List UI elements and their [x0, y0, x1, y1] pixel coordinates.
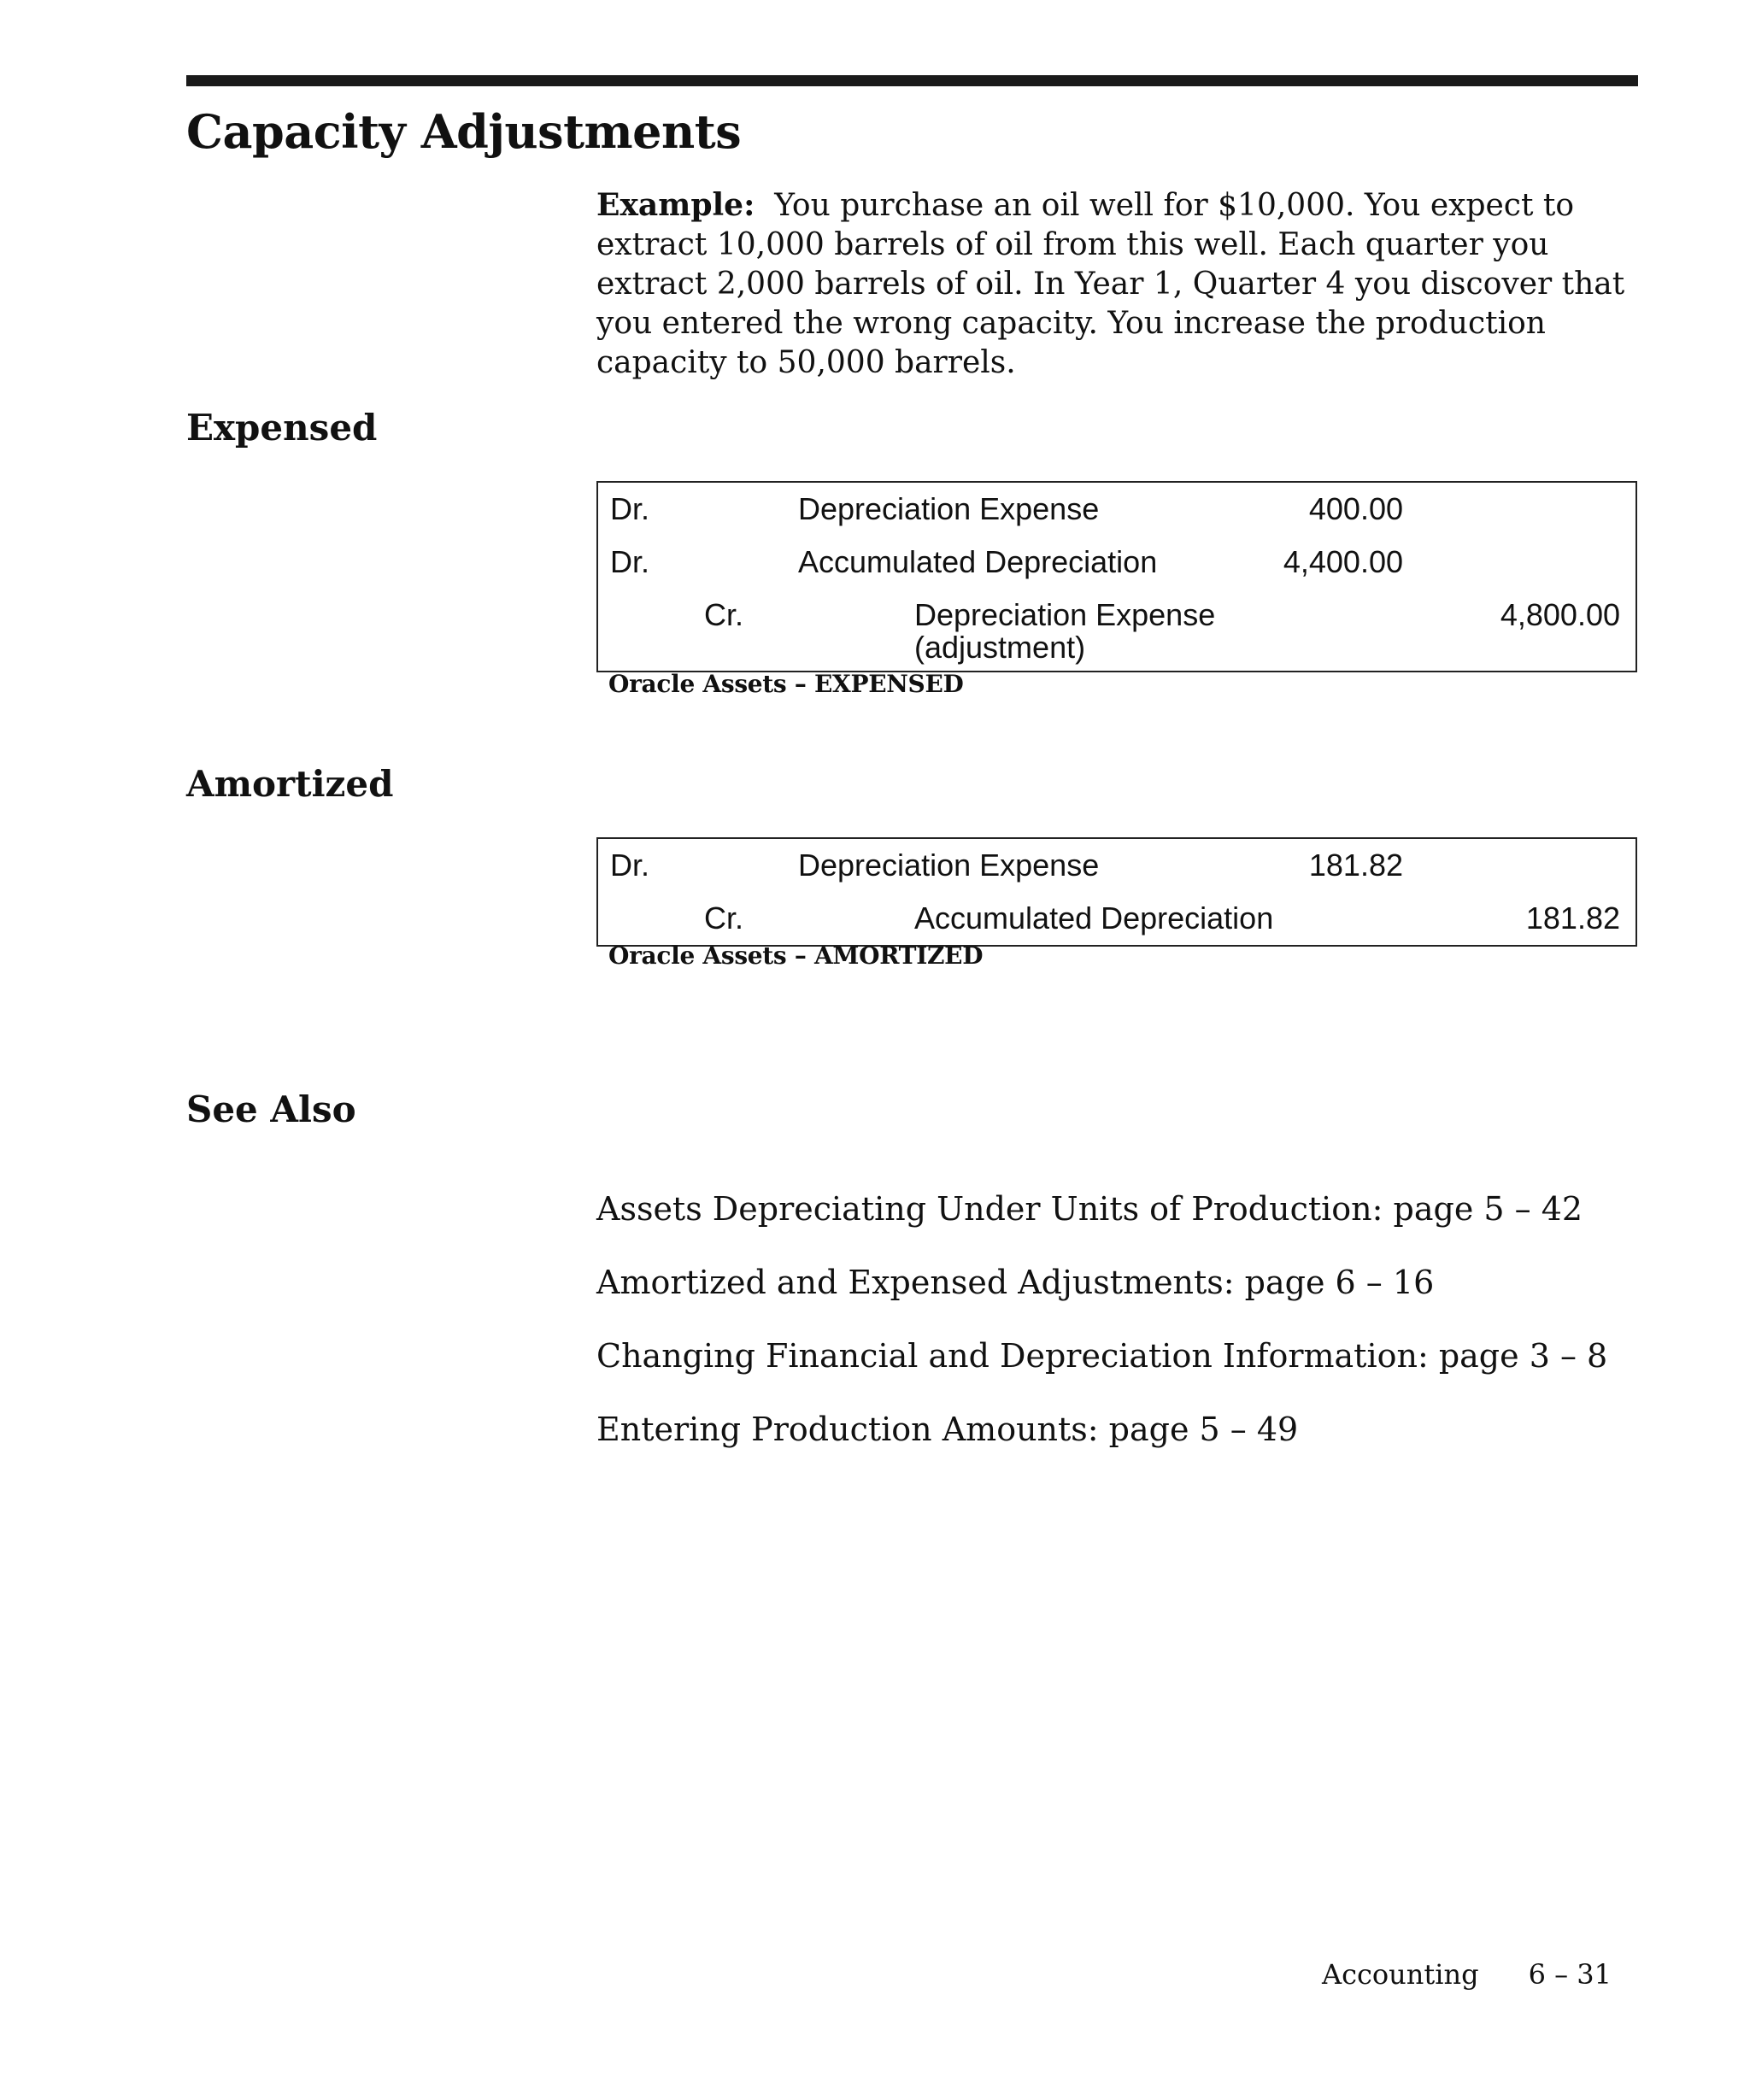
see-also-list [596, 1189, 1607, 1483]
amortized-heading: Amortized [186, 763, 394, 805]
journal-row [598, 892, 1635, 945]
debit-marker: Dr. [610, 491, 650, 526]
see-also-link[interactable]: Entering Production Amounts: page 5 – 49 [596, 1411, 1299, 1448]
account-name-line1: Depreciation Expense [914, 597, 1216, 632]
see-also-link[interactable]: Changing Financial and Depreciation Information: page 3 – 8 [596, 1337, 1608, 1375]
account-name: Accumulated Depreciation [914, 900, 1274, 936]
example-lead: Example: [596, 187, 755, 223]
credit-amount: 181.82 [1525, 900, 1620, 936]
see-also-link[interactable]: Amortized and Expensed Adjustments: page 6 – 16 [596, 1264, 1435, 1301]
account-name [914, 599, 1307, 664]
debit-amount: 181.82 [1308, 848, 1403, 883]
expensed-caption: Oracle Assets – EXPENSED [608, 670, 964, 698]
journal-row [598, 536, 1635, 589]
debit-marker: Dr. [610, 848, 650, 883]
amortized-caption: Oracle Assets – AMORTIZED [608, 941, 984, 970]
account-name-line2: (adjustment) [914, 630, 1086, 665]
see-also-link[interactable]: Assets Depreciating Under Units of Production: page 5 – 42 [596, 1190, 1583, 1228]
example-paragraph [596, 185, 1639, 383]
debit-amount: 4,400.00 [1283, 544, 1403, 579]
amortized-journal-table [596, 837, 1637, 947]
debit-amount: 400.00 [1308, 491, 1403, 526]
example-text: You purchase an oil well for $10,000. You expect to extract 10,000 barrels of oil from this well. Each quarter you extract 2,000 barrels of oil. In Year 1, Quarter 4 you discover that you entered the wrong capacity. You increase the production capacity to 50,000 barrels. [596, 188, 1625, 380]
credit-marker: Cr. [704, 597, 744, 632]
expensed-heading: Expensed [186, 407, 378, 449]
account-name: Depreciation Expense [798, 848, 1100, 883]
top-rule [186, 75, 1638, 86]
page-number: 6 – 31 [1528, 1958, 1612, 1991]
page-footer [0, 1958, 1612, 1991]
credit-amount: 4,800.00 [1500, 597, 1620, 632]
see-also-heading: See Also [186, 1088, 356, 1130]
account-name: Accumulated Depreciation [798, 544, 1158, 579]
journal-row [598, 839, 1635, 892]
page-title: Capacity Adjustments [186, 104, 742, 159]
account-name: Depreciation Expense [798, 491, 1100, 526]
footer-chapter: Accounting [1321, 1958, 1479, 1991]
journal-row [598, 483, 1635, 536]
journal-row [598, 589, 1635, 671]
expensed-journal-table [596, 481, 1637, 672]
debit-marker: Dr. [610, 544, 650, 579]
credit-marker: Cr. [704, 900, 744, 936]
